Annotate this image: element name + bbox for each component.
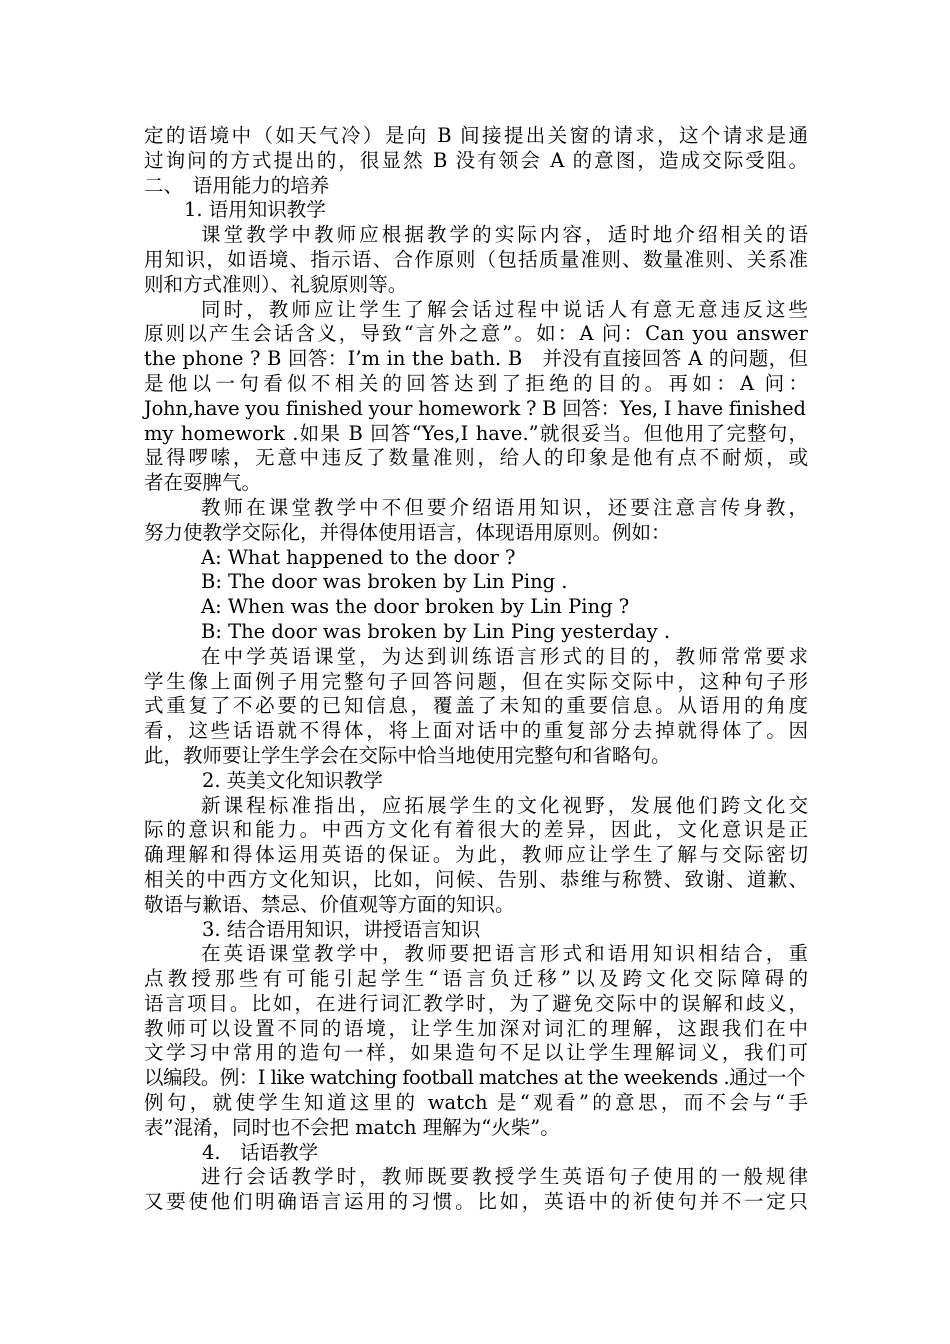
subsection-heading: 3. 结合语用知识，讲授语言知识 — [202, 917, 481, 941]
paragraph-line: the phone ? B 回答：I’m in the bath. B 并没有直接回答 A 的问题，但 — [144, 347, 808, 371]
paragraph-line: 进行会话教学时，教师既要教授学生英语句子使用的一般规律 — [201, 1165, 808, 1189]
paragraph-line: 此，教师要让学生学会在交际中恰当地使用完整句和省略句。 — [144, 743, 671, 767]
dialogue-line: A: What happened to the door ? — [201, 545, 516, 569]
paragraph-line: 相关的中西方文化知识，比如，问候、告别、恭维与称赞、致谢、道歉、 — [144, 867, 808, 891]
paragraph-line: 新课程标准指出，应拓展学生的文化视野，发展他们跨文化交 — [201, 793, 808, 817]
paragraph-line: 者在耍脾气。 — [144, 471, 262, 495]
subsection-heading: 1. 语用知识教学 — [184, 198, 326, 222]
subsection-heading: 2. 英美文化知识教学 — [202, 768, 383, 792]
paragraph-line: 表”混淆，同时也不会把 match 理解为“火柴”。 — [144, 1115, 560, 1139]
paragraph-line: 原则以产生会话含义，导致“言外之意”。如：A 问：Can you answer — [144, 322, 808, 346]
document-body — [144, 124, 808, 1215]
paragraph-line: 教师在课堂教学中不但要介绍语用知识，还要注意言传身教， — [201, 495, 808, 519]
paragraph-line: 点教授那些有可能引起学生“语言负迁移”以及跨文化交际障碍的 — [144, 967, 808, 991]
paragraph-line: 显得啰嗦，无意中违反了数量准则，给人的印象是他有点不耐烦，或 — [144, 446, 808, 470]
paragraph-line: 同时，教师应让学生了解会话过程中说话人有意无意违反这些 — [201, 297, 808, 321]
paragraph-line: 敬语与歉语、禁忌、价值观等方面的知识。 — [144, 892, 515, 916]
section-heading: 二、 语用能力的培养 — [144, 173, 330, 197]
paragraph-line: 努力使教学交际化，并得体使用语言，体现语用原则。例如： — [144, 520, 671, 544]
dialogue-line: B: The door was broken by Lin Ping . — [201, 570, 568, 594]
paragraph-line: my homework .如果 B 回答“Yes,I have.”就很妥当。但他用了完整句， — [144, 421, 808, 445]
paragraph-line: 教师可以设置不同的语境，让学生加深对词汇的理解，这跟我们在中 — [144, 1016, 808, 1040]
paragraph-line: 看，这些话语就不得体，将上面对话中的重复部分去掉就得体了。因 — [144, 719, 808, 743]
paragraph-line: 文学习中常用的造句一样，如果造句不足以让学生理解词义，我们可 — [144, 1041, 808, 1065]
paragraph-line: 语言项目。比如，在进行词汇教学时，为了避免交际中的误解和歧义， — [144, 991, 808, 1015]
paragraph-line: 例句，就使学生知道这里的 watch 是“观看”的意思，而不会与“手 — [144, 1091, 808, 1115]
paragraph-line: 确理解和得体运用英语的保证。为此，教师应让学生了解与交际密切 — [144, 843, 808, 867]
paragraph-line: 又要使他们明确语言运用的习惯。比如，英语中的祈使句并不一定只 — [144, 1190, 808, 1214]
paragraph-line: 是他以一句看似不相关的回答达到了拒绝的目的。再如：A 问： — [144, 371, 808, 395]
paragraph-line: 在英语课堂教学中，教师要把语言形式和语用知识相结合，重 — [201, 942, 808, 966]
paragraph-line: John,have you finished your homework ? B 回答：Yes, I have finished — [144, 396, 806, 420]
paragraph-line: 学生像上面例子用完整句子回答问题，但在实际交际中，这种句子形 — [144, 669, 808, 693]
paragraph-line: 式重复了不必要的已知信息，覆盖了未知的重要信息。从语用的角度 — [144, 694, 808, 718]
dialogue-line: A: When was the door broken by Lin Ping ? — [201, 595, 630, 619]
paragraph-line: 课堂教学中教师应根据教学的实际内容，适时地介绍相关的语 — [201, 223, 808, 247]
paragraph-line: 用知识，如语境、指示语、合作原则（包括质量准则、数量准则、关系准 — [144, 247, 808, 271]
paragraph-line: 在中学英语课堂，为达到训练语言形式的目的，教师常常要求 — [201, 644, 808, 668]
dialogue-line: B: The door was broken by Lin Ping yesterday . — [201, 619, 671, 643]
paragraph-line: 则和方式准则）、礼貌原则等。 — [144, 272, 408, 296]
paragraph-line: 际的意识和能力。中西方文化有着很大的差异，因此，文化意识是正 — [144, 818, 808, 842]
paragraph-line: 以编段。例：I like watching football matches at the weekends .通过一个 — [144, 1066, 805, 1090]
paragraph-line: 定的语境中（如天气冷）是向 B 间接提出关窗的请求，这个请求是通 — [144, 124, 808, 147]
subsection-heading: 4. 话语教学 — [202, 1140, 319, 1164]
paragraph-line: 过询问的方式提出的，很显然 B 没有领会 A 的意图，造成交际受阻。 — [144, 148, 808, 172]
